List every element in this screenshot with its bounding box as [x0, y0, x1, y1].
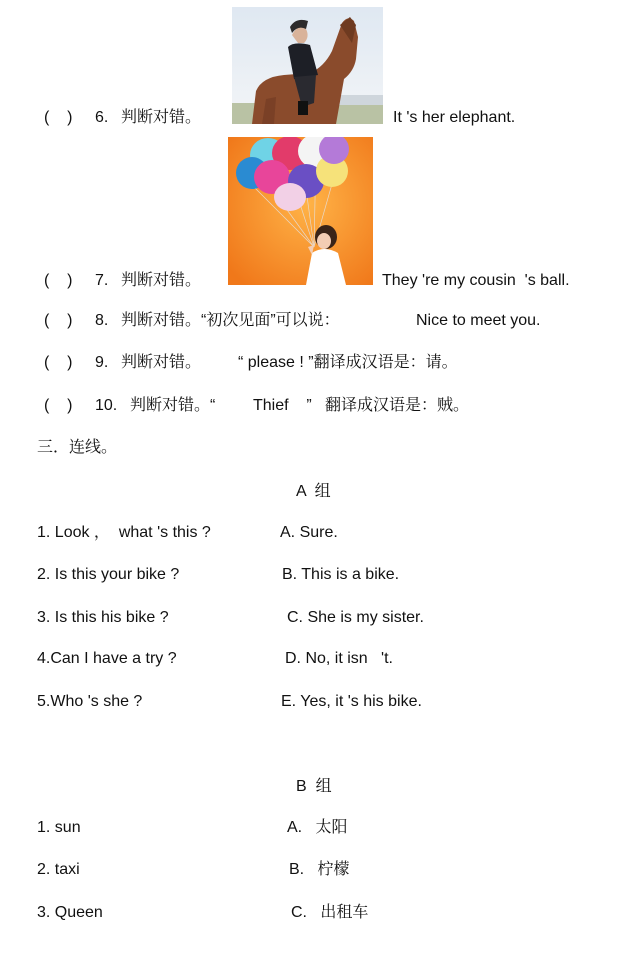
group-a-right-item[interactable]: A. Sure.: [280, 524, 338, 541]
question-label: 判断对错。“初次见面”可以说：: [121, 312, 340, 329]
group-a-left-item[interactable]: 3. Is this his bike ?: [37, 609, 169, 626]
group-a-left-item[interactable]: 5.Who 's she ?: [37, 693, 143, 710]
question-label: 判断对错。: [121, 354, 202, 371]
answer-paren[interactable]: ( ): [44, 272, 73, 289]
question-number: 6.: [95, 109, 109, 126]
question-text: They 're my cousin 's ball.: [382, 272, 570, 289]
group-b-right-item[interactable]: C. 出租车: [291, 904, 369, 921]
group-b-right-item[interactable]: B. 柠檬: [289, 861, 350, 878]
question-label: 判断对错。“: [130, 397, 216, 414]
question-number: 7.: [95, 272, 109, 289]
question-label: 判断对错。: [121, 272, 202, 289]
group-a-left-item[interactable]: 2. Is this your bike ?: [37, 566, 180, 583]
answer-paren[interactable]: ( ): [44, 354, 73, 371]
question-number: 10.: [95, 397, 118, 414]
group-b-title: B 组: [296, 778, 332, 795]
group-a-right-item[interactable]: D. No, it isn 't.: [285, 650, 393, 667]
question-text: Thief ” 翻译成汉语是：贼。: [253, 397, 470, 414]
horse-rider-image: [232, 7, 383, 124]
answer-paren[interactable]: ( ): [44, 312, 73, 329]
answer-paren[interactable]: ( ): [44, 397, 73, 414]
group-a-left-item[interactable]: 4.Can I have a try ?: [37, 650, 177, 667]
group-b-left-item[interactable]: 2. taxi: [37, 861, 80, 878]
answer-paren[interactable]: ( ): [44, 109, 73, 126]
group-a-right-item[interactable]: C. She is my sister.: [287, 609, 424, 626]
question-text: It 's her elephant.: [393, 109, 516, 126]
group-b-left-item[interactable]: 3. Queen: [37, 904, 103, 921]
question-label: 判断对错。: [121, 109, 202, 126]
girl-balloons-image: [228, 137, 373, 285]
group-b-left-item[interactable]: 1. sun: [37, 819, 81, 836]
question-number: 9.: [95, 354, 109, 371]
group-a-title: A 组: [296, 483, 331, 500]
question-text: Nice to meet you.: [416, 312, 541, 329]
group-a-left-item[interactable]: 1. Look ， what 's this ?: [37, 524, 211, 541]
group-b-right-item[interactable]: A. 太阳: [287, 819, 348, 836]
group-a-right-item[interactable]: E. Yes, it 's his bike.: [281, 693, 422, 710]
group-a-right-item[interactable]: B. This is a bike.: [282, 566, 400, 583]
question-number: 8.: [95, 312, 109, 329]
section-title: 三．连线。: [37, 439, 118, 456]
question-text: “ please ! ”翻译成汉语是：请。: [238, 354, 458, 371]
